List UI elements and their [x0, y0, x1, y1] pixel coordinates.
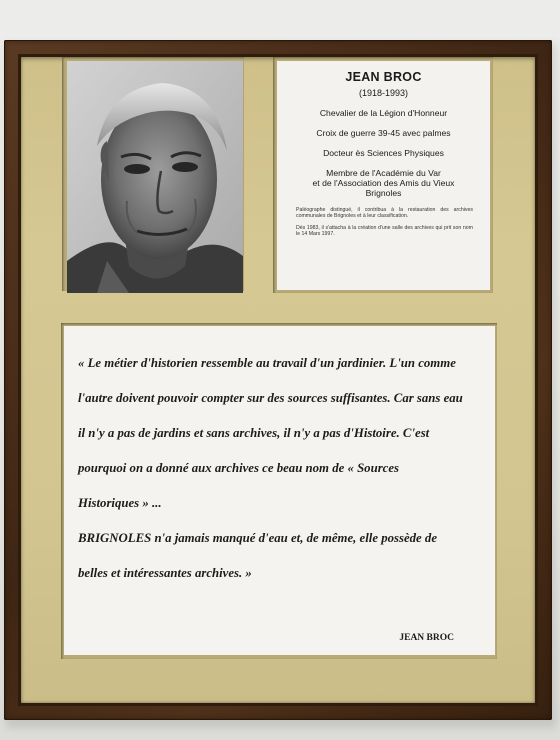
quote-line-7: belles et intéressantes archives. » — [78, 566, 252, 580]
quote-line-3: il n'y a pas de jardins et sans archives, il n'y a pas d'Histoire. C'est — [78, 426, 430, 440]
quote-signature: JEAN BROC — [399, 633, 454, 643]
honor-croix-de-guerre: Croix de guerre 39-45 avec palmes — [316, 128, 451, 138]
portrait-illustration — [67, 61, 243, 293]
portrait-photo — [67, 61, 243, 293]
biography-dates: (1918-1993) — [358, 88, 409, 98]
quote-line-1: « Le métier d'historien ressemble au travail d'un jardinier. L'un comme — [78, 356, 456, 370]
quote-line-6: BRIGNOLES n'a jamais manqué d'eau et, de même, elle possède de — [78, 531, 438, 545]
biography-card — [277, 61, 490, 290]
honor-doctorate: Docteur ès Sciences Physiques — [323, 148, 444, 158]
quote-card — [64, 326, 495, 655]
quote-line-2: l'autre doivent pouvoir compter sur des sources suffisantes. Car sans eau — [78, 391, 463, 405]
biography-note-archives-room: Dès 1983, il s'attacha à la création d'une salle des archives qui prit son nom le 14 Mars 1997. — [296, 225, 473, 237]
biography-note-paleography: Paléographe distingué, il contribua à la restauration des archives communales de Brignoles et à leur classification. — [296, 207, 473, 219]
membership-line-3: Brignoles — [365, 188, 402, 198]
membership-block — [277, 168, 490, 198]
quote-line-4: pourquoi on a donné aux archives ce beau nom de « Sources — [78, 461, 400, 475]
honor-legion: Chevalier de la Légion d'Honneur — [319, 108, 448, 118]
membership-line-2: et de l'Association des Amis du Vieux — [312, 178, 455, 188]
biography-name: JEAN BROC — [345, 70, 422, 84]
membership-line-1: Membre de l'Académie du Var — [326, 168, 441, 178]
quote-line-5: Historiques » ... — [78, 496, 162, 510]
